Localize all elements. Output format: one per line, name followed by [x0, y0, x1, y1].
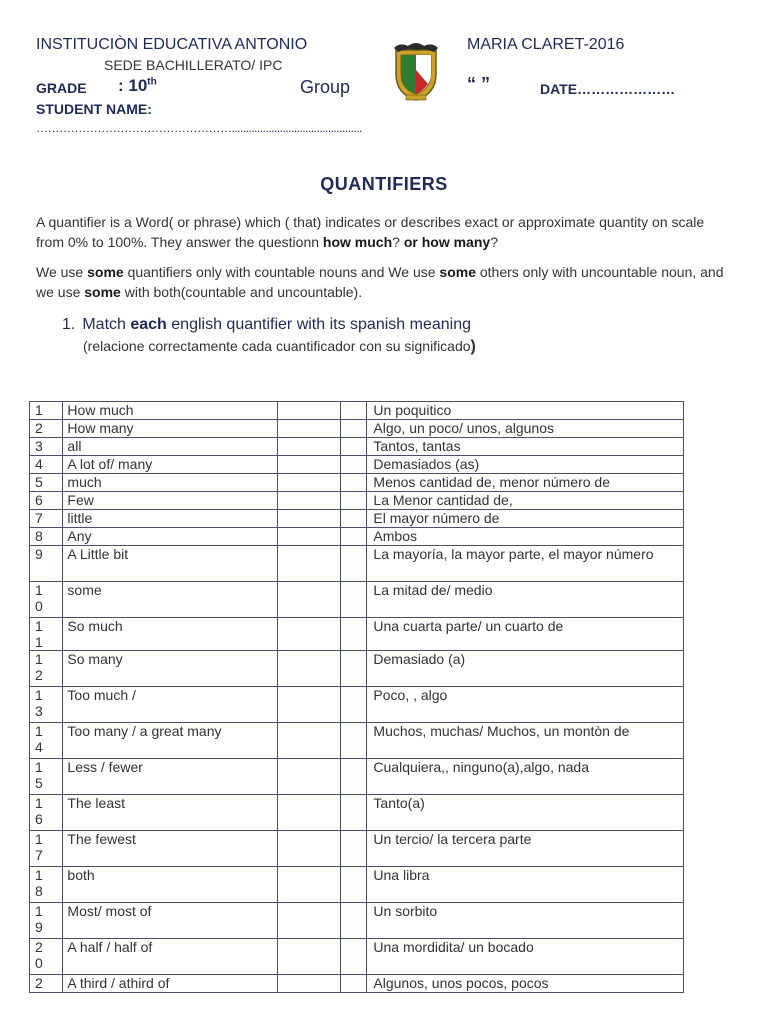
row-number-text: 9 — [35, 546, 43, 562]
intro-bold-some: some — [439, 264, 476, 280]
row-number-text: 19 — [35, 903, 43, 935]
spanish-meaning — [367, 831, 684, 867]
english-quantifier-text: Less / fewer — [67, 759, 143, 775]
table-row — [30, 618, 684, 651]
grade-label: GRADE — [36, 80, 87, 96]
table-row — [30, 420, 684, 438]
answer-box[interactable] — [341, 831, 367, 867]
intro-text: quantifiers only with countable nouns and We use — [123, 264, 440, 280]
english-quantifier — [63, 903, 277, 939]
match-space — [277, 474, 341, 492]
matching-table — [29, 401, 684, 993]
table-row — [30, 438, 684, 456]
row-number-text: 5 — [35, 474, 43, 490]
spanish-meaning-text: La Menor cantidad de, — [373, 492, 513, 508]
english-quantifier-text: The least — [67, 795, 126, 811]
student-name-line: …………………………………………….............................................. — [36, 121, 362, 135]
row-number-text: 18 — [35, 867, 43, 899]
answer-box[interactable] — [341, 759, 367, 795]
answer-box[interactable] — [341, 939, 367, 975]
spanish-meaning — [367, 759, 684, 795]
row-number — [30, 402, 63, 420]
spanish-meaning-text: La mitad de/ medio — [373, 582, 493, 598]
table-row — [30, 582, 684, 618]
english-quantifier — [63, 510, 277, 528]
row-number — [30, 438, 63, 456]
row-number — [30, 867, 63, 903]
table-row — [30, 546, 684, 582]
row-number — [30, 510, 63, 528]
row-number — [30, 939, 63, 975]
answer-box[interactable] — [341, 582, 367, 618]
english-quantifier-text: How much — [67, 402, 134, 418]
date-field: DATE………………… — [540, 81, 676, 97]
table-row — [30, 687, 684, 723]
english-quantifier-text: some — [67, 582, 102, 598]
spanish-meaning-text: El mayor número de — [373, 510, 500, 526]
match-space — [277, 795, 341, 831]
english-quantifier — [63, 867, 277, 903]
row-number — [30, 831, 63, 867]
student-name-label: STUDENT NAME: — [36, 101, 152, 117]
table-row — [30, 723, 684, 759]
intro-bold-how-much: how much — [322, 234, 393, 250]
spanish-meaning-text: Un tercio/ la tercera parte — [373, 831, 532, 847]
answer-box[interactable] — [341, 651, 367, 687]
task-subtitle-paren: ) — [470, 338, 476, 355]
spanish-meaning-text: Algo, un poco/ unos, algunos — [373, 420, 554, 436]
row-number — [30, 723, 63, 759]
english-quantifier — [63, 492, 277, 510]
row-number — [30, 546, 63, 582]
table-row — [30, 456, 684, 474]
spanish-meaning — [367, 546, 684, 582]
intro-text: We use — [36, 264, 88, 280]
grade-value — [118, 76, 157, 96]
spanish-meaning-text: Tanto(a) — [373, 795, 425, 811]
intro-paragraph-1 — [36, 212, 732, 252]
english-quantifier — [63, 546, 277, 582]
english-quantifier-text: The fewest — [67, 831, 136, 847]
answer-box[interactable] — [341, 975, 367, 993]
spanish-meaning — [367, 687, 684, 723]
task-subtitle — [83, 338, 476, 356]
row-number — [30, 795, 63, 831]
row-number — [30, 528, 63, 546]
english-quantifier-text: Few — [67, 492, 94, 508]
answer-box[interactable] — [341, 867, 367, 903]
table-row — [30, 939, 684, 975]
table-row — [30, 867, 684, 903]
english-quantifier-text: So many — [67, 651, 123, 667]
table-row — [30, 795, 684, 831]
answer-box[interactable] — [341, 795, 367, 831]
row-number-text: 17 — [35, 831, 43, 863]
english-quantifier-text: A half / half of — [67, 939, 153, 955]
english-quantifier — [63, 831, 277, 867]
task-text-bold: each — [130, 316, 167, 333]
row-number — [30, 903, 63, 939]
spanish-meaning — [367, 903, 684, 939]
answer-box[interactable] — [341, 546, 367, 582]
english-quantifier-text: little — [67, 510, 93, 526]
school-name: INSTITUCIÒN EDUCATIVA ANTONIO — [36, 36, 308, 53]
match-space — [277, 939, 341, 975]
spanish-meaning — [367, 939, 684, 975]
table-row — [30, 492, 684, 510]
match-space — [277, 723, 341, 759]
match-space — [277, 618, 341, 651]
intro-bold-some: some — [87, 264, 124, 280]
table-row — [30, 903, 684, 939]
spanish-meaning — [367, 582, 684, 618]
spanish-meaning — [367, 492, 684, 510]
table-row — [30, 651, 684, 687]
answer-box[interactable] — [341, 492, 367, 510]
english-quantifier-text: A Little bit — [67, 546, 129, 562]
row-number-text: 16 — [35, 795, 43, 827]
match-space — [277, 759, 341, 795]
intro-bold-some: some — [84, 284, 121, 300]
intro-text: with both(countable and uncountable). — [120, 284, 363, 300]
english-quantifier — [63, 651, 277, 687]
task-text: english quantifier with its spanish meaning — [166, 316, 471, 333]
english-quantifier-text: Too many / a great many — [67, 723, 222, 739]
spanish-meaning-text: Poco, , algo — [373, 687, 448, 703]
row-number-text: 11 — [35, 618, 43, 650]
english-quantifier-text: both — [67, 867, 95, 883]
answer-box[interactable] — [341, 903, 367, 939]
english-quantifier-text: A third / athird of — [67, 975, 170, 991]
spanish-meaning-text: La mayoría, la mayor parte, el mayor número — [373, 546, 654, 562]
row-number — [30, 474, 63, 492]
task-text: Match — [82, 316, 131, 333]
spanish-meaning — [367, 456, 684, 474]
row-number — [30, 420, 63, 438]
row-number-text: 12 — [35, 651, 43, 683]
english-quantifier-text: all — [67, 438, 82, 454]
answer-box[interactable] — [341, 618, 367, 651]
match-space — [277, 867, 341, 903]
match-space — [277, 438, 341, 456]
answer-box[interactable] — [341, 474, 367, 492]
english-quantifier-text: Any — [67, 528, 92, 544]
row-number-text: 1 — [35, 402, 43, 418]
school-name-continued: MARIA CLARET-2016 — [467, 36, 625, 53]
row-number — [30, 687, 63, 723]
table-row — [30, 528, 684, 546]
intro-text: ? — [490, 234, 498, 250]
spanish-meaning — [367, 420, 684, 438]
spanish-meaning — [367, 438, 684, 456]
answer-box[interactable] — [341, 723, 367, 759]
match-space — [277, 831, 341, 867]
row-number — [30, 492, 63, 510]
group-label: Group — [300, 77, 351, 97]
spanish-meaning-text: Un poquitico — [373, 402, 452, 418]
intro-bold-how-many: or how many — [403, 234, 491, 250]
answer-box[interactable] — [341, 420, 367, 438]
english-quantifier — [63, 687, 277, 723]
spanish-meaning — [367, 975, 684, 993]
spanish-meaning-text: Algunos, unos pocos, pocos — [373, 975, 549, 991]
task-number: 1. — [62, 316, 76, 333]
table-row — [30, 831, 684, 867]
spanish-meaning-text: Un sorbito — [373, 903, 438, 919]
english-quantifier-text: A lot of/ many — [67, 456, 153, 472]
match-space — [277, 420, 341, 438]
english-quantifier — [63, 474, 277, 492]
spanish-meaning — [367, 618, 684, 651]
english-quantifier — [63, 582, 277, 618]
english-quantifier-text: So much — [67, 618, 123, 634]
match-space — [277, 456, 341, 474]
answer-box[interactable] — [341, 402, 367, 420]
page-title: QUANTIFIERS — [320, 174, 448, 194]
row-number-text: 10 — [35, 582, 43, 614]
intro-paragraph-2 — [36, 262, 732, 302]
grade-suffix: th — [147, 76, 157, 88]
spanish-meaning — [367, 528, 684, 546]
english-quantifier-text: much — [67, 474, 102, 490]
spanish-meaning-text: Una mordidita/ un bocado — [373, 939, 534, 955]
english-quantifier-text: Too much / — [67, 687, 136, 703]
match-space — [277, 402, 341, 420]
spanish-meaning — [367, 795, 684, 831]
row-number-text: 8 — [35, 528, 43, 544]
spanish-meaning — [367, 402, 684, 420]
spanish-meaning-text: Menos cantidad de, menor número de — [373, 474, 610, 490]
row-number-text: 14 — [35, 723, 43, 755]
row-number-text: 2 — [35, 420, 43, 436]
row-number-text: 4 — [35, 456, 43, 472]
english-quantifier — [63, 618, 277, 651]
table-row — [30, 510, 684, 528]
answer-box[interactable] — [341, 510, 367, 528]
intro-text: others only with uncountable noun, and we use — [36, 264, 724, 300]
match-space — [277, 651, 341, 687]
spanish-meaning-text: Tantos, tantas — [373, 438, 461, 454]
english-quantifier — [63, 420, 277, 438]
match-space — [277, 903, 341, 939]
spanish-meaning-text: Demasiado (a) — [373, 651, 466, 667]
school-branch: SEDE BACHILLERATO/ IPC — [104, 57, 283, 73]
spanish-meaning-text: Ambos — [373, 528, 417, 544]
table-row — [30, 759, 684, 795]
spanish-meaning — [367, 510, 684, 528]
spanish-meaning-text: Muchos, muchas/ Muchos, un montòn de — [373, 723, 630, 739]
spanish-meaning — [367, 723, 684, 759]
english-quantifier — [63, 438, 277, 456]
spanish-meaning-text: Demasiados (as) — [373, 456, 480, 472]
row-number-text: 3 — [35, 438, 43, 454]
group-blank: “ ” — [467, 74, 491, 94]
row-number-text: 6 — [35, 492, 43, 508]
row-number — [30, 975, 63, 993]
english-quantifier — [63, 456, 277, 474]
answer-box[interactable] — [341, 438, 367, 456]
spanish-meaning-text: Cualquiera,, ninguno(a),algo, nada — [373, 759, 590, 775]
spanish-meaning — [367, 474, 684, 492]
task-subtitle-text: (relacione correctamente cada cuantificador con su significado — [83, 338, 471, 354]
row-number-text: 20 — [35, 939, 43, 971]
row-number-text: 2 — [35, 975, 43, 991]
row-number — [30, 759, 63, 795]
spanish-meaning — [367, 651, 684, 687]
english-quantifier — [63, 528, 277, 546]
row-number — [30, 618, 63, 651]
answer-box[interactable] — [341, 456, 367, 474]
match-space — [277, 582, 341, 618]
match-space — [277, 546, 341, 582]
row-number — [30, 651, 63, 687]
spanish-meaning — [367, 867, 684, 903]
row-number-text: 13 — [35, 687, 43, 719]
english-quantifier — [63, 975, 277, 993]
task-heading — [62, 316, 471, 334]
answer-box[interactable] — [341, 687, 367, 723]
answer-box[interactable] — [341, 528, 367, 546]
english-quantifier — [63, 795, 277, 831]
english-quantifier — [63, 939, 277, 975]
row-number-text: 15 — [35, 759, 43, 791]
match-space — [277, 975, 341, 993]
match-space — [277, 528, 341, 546]
row-number — [30, 456, 63, 474]
english-quantifier-text: How many — [67, 420, 134, 436]
match-space — [277, 510, 341, 528]
intro-text: ? — [392, 234, 404, 250]
table-row — [30, 474, 684, 492]
english-quantifier — [63, 723, 277, 759]
intro-text: A quantifier is a Word( or phrase) which ( that) indicates or describes exact or approximate quantity on scale from 0% to 100%. They answer the questionn — [36, 214, 705, 250]
spanish-meaning-text: Una cuarta parte/ un cuarto de — [373, 618, 564, 634]
english-quantifier — [63, 759, 277, 795]
row-number-text: 7 — [35, 510, 43, 526]
english-quantifier-text: Most/ most of — [67, 903, 152, 919]
english-quantifier — [63, 402, 277, 420]
match-space — [277, 492, 341, 510]
school-crest-icon — [392, 40, 440, 102]
grade-number: : 10 — [118, 76, 148, 95]
table-row — [30, 402, 684, 420]
table-row — [30, 975, 684, 993]
match-space — [277, 687, 341, 723]
row-number — [30, 582, 63, 618]
spanish-meaning-text: Una libra — [373, 867, 430, 883]
